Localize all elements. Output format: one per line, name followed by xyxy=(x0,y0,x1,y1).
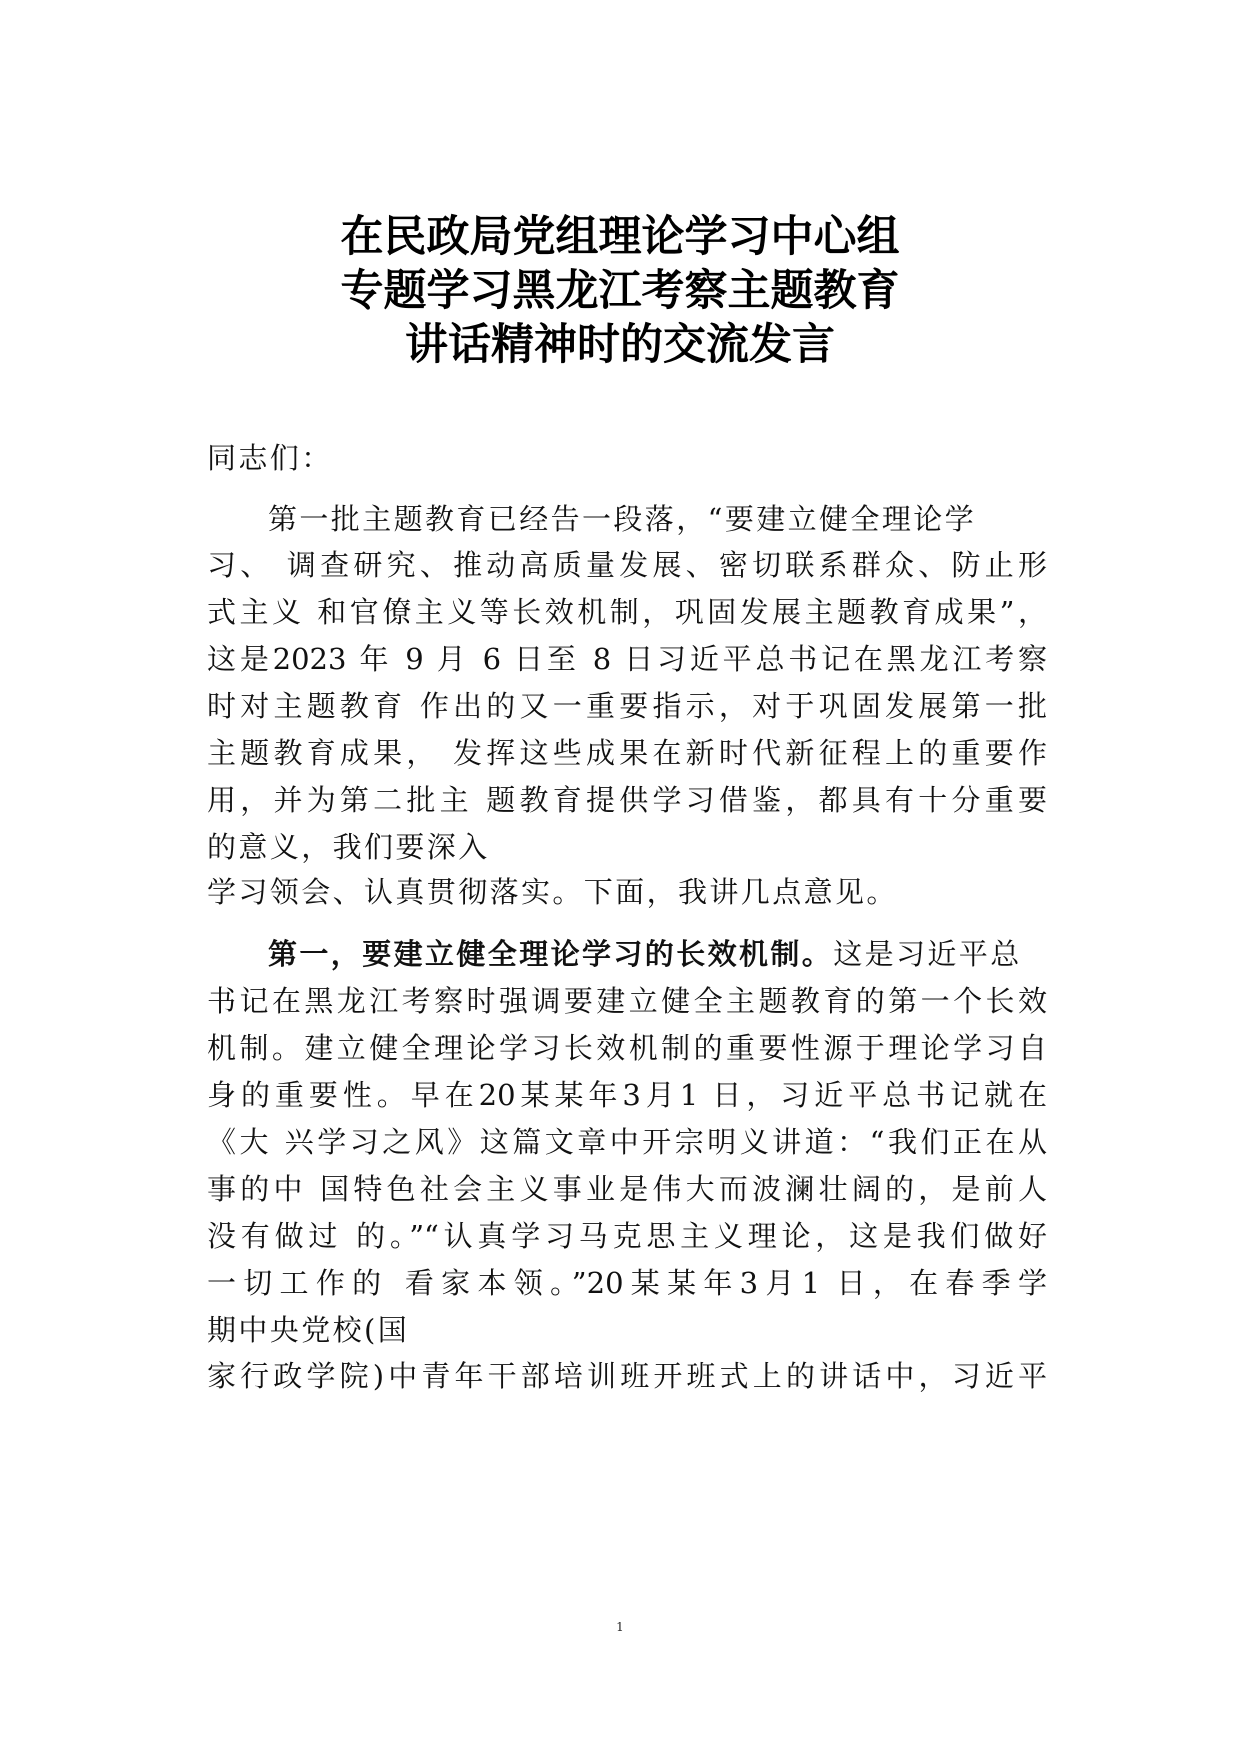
paragraph-1-line-5: 时对主题教育 作出的又一重要指示，对于巩固发展第一批 xyxy=(207,689,1047,723)
paragraph-2-line-7: 没有做过 的。”“认真学习马克思主义理论，这是我们做好 xyxy=(207,1219,1047,1253)
paragraph-1-line-3: 式主义 和官僚主义等长效机制，巩固发展主题教育成果”， xyxy=(207,595,1047,629)
paragraph-2-line-6: 事的中 国特色社会主义事业是伟大而波澜壮阔的，是前人 xyxy=(207,1172,1047,1206)
document-title xyxy=(0,210,1240,372)
paragraph-2-line-9: 期中央党校(国 xyxy=(207,1313,410,1347)
paragraph-1-line-6: 主题教育成果， 发挥这些成果在新时代新征程上的重要作 xyxy=(207,736,1047,770)
paragraph-1-line-8: 的意义，我们要深入 xyxy=(207,830,490,864)
title-line-3: 讲话精神时的交流发言 xyxy=(405,320,835,370)
paragraph-2-line-5: 《大 兴学习之风》这篇文章中开宗明义讲道：“我们正在从 xyxy=(207,1125,1047,1159)
paragraph-2-line-10: 家行政学院)中青年干部培训班开班式上的讲话中，习近平 xyxy=(207,1359,1047,1393)
title-line-1: 在民政局党组理论学习中心组 xyxy=(340,212,900,262)
paragraph-1-line-1: 第一批主题教育已经告一段落，“要建立健全理论学 xyxy=(268,502,977,536)
paragraph-2-line-4: 身的重要性。早在20某某年3月1 日，习近平总书记就在 xyxy=(207,1078,1047,1112)
paragraph-2-line-2: 书记在黑龙江考察时强调要建立健全主题教育的第一个长效 xyxy=(207,984,1047,1018)
paragraph-1-line-2: 习、 调查研究、推动高质量发展、密切联系群众、防止形 xyxy=(207,548,1047,582)
title-line-2: 专题学习黑龙江考察主题教育 xyxy=(340,266,900,316)
paragraph-2-lead: 第一，要建立健全理论学习的长效机制。 xyxy=(268,937,834,971)
paragraph-1-line-9: 学习领会、认真贯彻落实。下面，我讲几点意见。 xyxy=(207,875,898,909)
paragraph-2-lead-rest: 这是习近平总 xyxy=(833,937,1022,971)
page-number: 1 xyxy=(616,1620,624,1634)
paragraph-1-line-4: 这是2023 年 9 月 6 日至 8 日习近平总书记在黑龙江考察 xyxy=(207,642,1047,676)
paragraph-2-line-3: 机制。建立健全理论学习长效机制的重要性源于理论学习自 xyxy=(207,1031,1047,1065)
salutation: 同志们： xyxy=(207,441,333,475)
paragraph-2-line-1 xyxy=(268,932,1022,973)
paragraph-1-line-7: 用，并为第二批主 题教育提供学习借鉴，都具有十分重要 xyxy=(207,783,1047,817)
paragraph-2-line-8: 一切工作的 看家本领。”20某某年3月1 日，在春季学 xyxy=(207,1266,1047,1300)
